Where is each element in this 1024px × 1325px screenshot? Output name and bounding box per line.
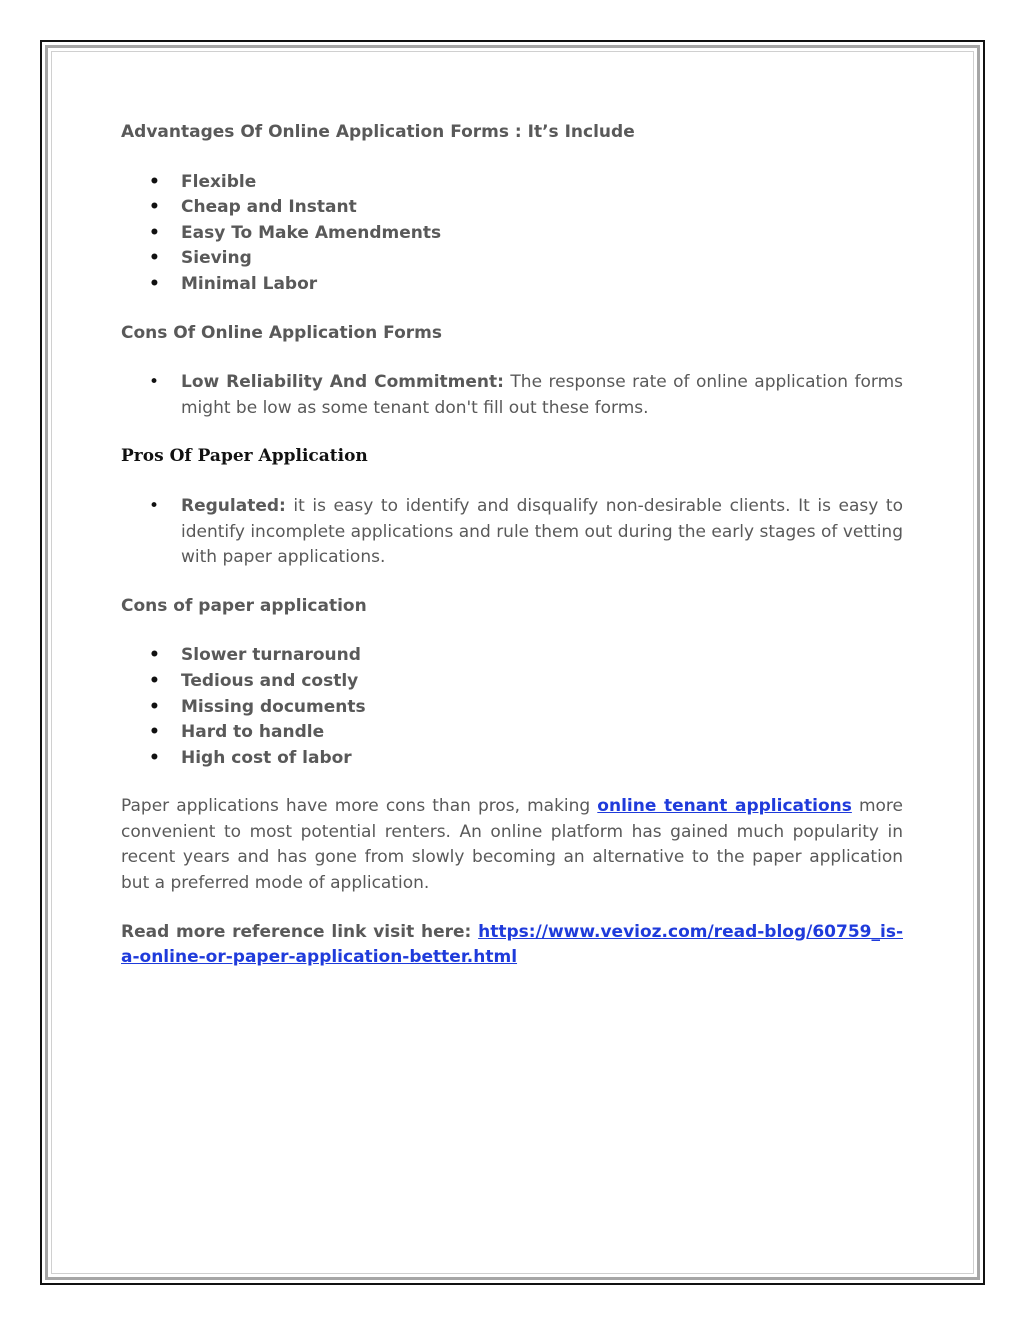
list-item: • Tedious and costly — [121, 669, 903, 695]
conclusion-paragraph — [121, 794, 903, 896]
list-item: • High cost of labor — [121, 746, 903, 772]
cons-paper-heading: Cons of paper application — [121, 595, 367, 616]
list-item: • Hard to handle — [121, 720, 903, 746]
online-tenant-applications-link[interactable]: online tenant applications — [597, 796, 852, 817]
list-item — [121, 370, 903, 421]
list-item — [121, 494, 903, 571]
item-label: Regulated: — [181, 495, 286, 516]
reference-url-link[interactable]: https://www.vevioz.com/read-blog/60759_is-a-online-or-paper-application-better.html — [121, 921, 903, 968]
list-item: • Cheap and Instant — [121, 195, 903, 221]
list-item: • Missing documents — [121, 695, 903, 721]
cons-paper-list — [121, 643, 903, 771]
item-label: Low Reliability And Commitment: — [181, 372, 504, 393]
conclusion-text-before: Paper applications have more cons than pros, making — [121, 796, 598, 817]
reference-paragraph — [121, 920, 903, 971]
list-item: • Sieving — [121, 246, 903, 272]
cons-online-heading: Cons Of Online Application Forms — [121, 322, 442, 343]
pros-paper-heading: Pros Of Paper Application — [121, 446, 368, 467]
pros-paper-list — [121, 494, 903, 571]
list-item: • Slower turnaround — [121, 643, 903, 669]
conclusion-text-after: more convenient to most potential renters. An online platform has gained much popularity in recent years and has gone from slowly becoming an alternative to the paper application but a preferred mode of application. — [121, 796, 903, 894]
document-body — [121, 120, 903, 971]
advantages-online-heading: Advantages Of Online Application Forms : It’s Include — [121, 122, 635, 142]
advantages-online-list — [121, 170, 903, 298]
list-item: • Easy To Make Amendments — [121, 221, 903, 247]
item-text: it is easy to identify and disqualify non-desirable clients. It is easy to identify incomplete applications and rule them out during the early stages of vetting with paper applications. — [181, 495, 903, 568]
item-text: The response rate of online application forms might be low as some tenant don't fill out these forms. — [181, 372, 904, 418]
list-item: • Flexible — [121, 170, 903, 196]
cons-online-list — [121, 370, 903, 421]
list-item: • Minimal Labor — [121, 272, 903, 298]
reference-label: Read more reference link visit here: — [121, 921, 479, 942]
